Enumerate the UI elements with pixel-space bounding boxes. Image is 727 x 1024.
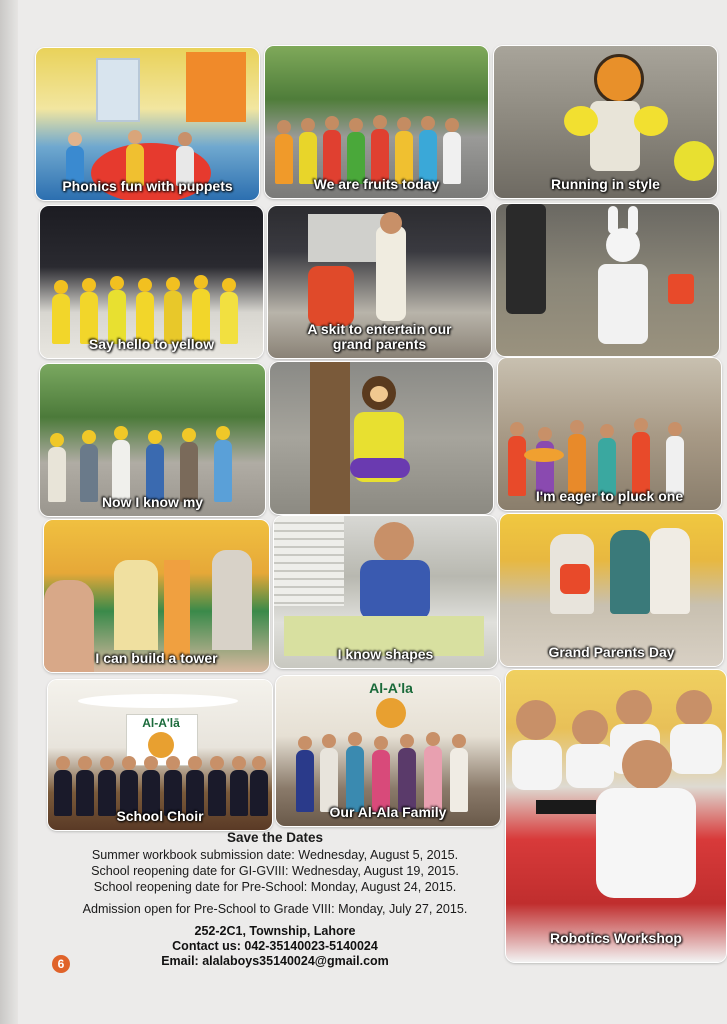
- save-the-dates-title: Save the Dates: [226, 830, 324, 845]
- photo-monkey-mask: [270, 362, 493, 514]
- save-the-dates: [40, 830, 510, 917]
- photo-caption: Grand Parents Day: [548, 644, 675, 660]
- date-line: Summer workbook submission date: Wednesday, August 5, 2015.: [91, 848, 459, 862]
- photo-caption: Running in style: [551, 176, 660, 192]
- photo-caption: Our Al-Ala Family: [329, 804, 447, 820]
- phone: Contact us: 042-35140023-5140024: [172, 939, 378, 953]
- photo-say-hello-yellow: [40, 206, 263, 358]
- photo-school-choir: [48, 680, 272, 830]
- photo-caption: We are fruits today: [313, 176, 440, 192]
- email: Email: alalaboys35140024@gmail.com: [161, 954, 389, 968]
- photo-phonics-puppets: [36, 48, 259, 200]
- admission-line: Admission open for Pre-School to Grade VIII: Monday, July 27, 2015.: [82, 902, 468, 916]
- photo-running-in-style: [494, 46, 717, 198]
- date-line: School reopening date for GI-GVIII: Wednesday, August 19, 2015.: [91, 864, 459, 878]
- photo-skit-grand-parents: [268, 206, 491, 358]
- photo-caption: School Choir: [116, 808, 204, 824]
- photo-grand-parents-day: [500, 514, 723, 666]
- date-line: School reopening date for Pre-School: Monday, August 24, 2015.: [93, 880, 457, 894]
- photo-caption: Robotics Workshop: [550, 930, 682, 946]
- photo-build-tower: [44, 520, 269, 672]
- photo-caption: A skit to entertain our grand parents: [307, 321, 452, 352]
- photo-caption: Say hello to yellow: [88, 336, 215, 352]
- photo-caption: Phonics fun with puppets: [62, 178, 233, 194]
- banner-sign: Al-A'lā: [142, 716, 180, 730]
- photo-robotics-workshop: [506, 670, 726, 962]
- photo-fruits: [265, 46, 488, 198]
- photo-bunny-mask: [496, 204, 719, 356]
- photo-caption: I'm eager to pluck one: [535, 488, 684, 504]
- contact-block: [120, 924, 430, 969]
- photo-caption: Now I know my: [101, 494, 204, 510]
- banner-sign: Al-A'la: [369, 680, 413, 696]
- page-number: 6: [52, 955, 70, 973]
- photo-al-ala-family: [276, 676, 500, 826]
- photo-know-shapes: [274, 516, 497, 668]
- photo-eager-to-pluck: [498, 358, 721, 510]
- photo-caption: I can build a tower: [95, 650, 218, 666]
- photo-now-i-know: [40, 364, 265, 516]
- page-binding-edge: [0, 0, 18, 1024]
- photo-caption: I know shapes: [337, 646, 434, 662]
- address: 252-2C1, Township, Lahore: [194, 924, 356, 938]
